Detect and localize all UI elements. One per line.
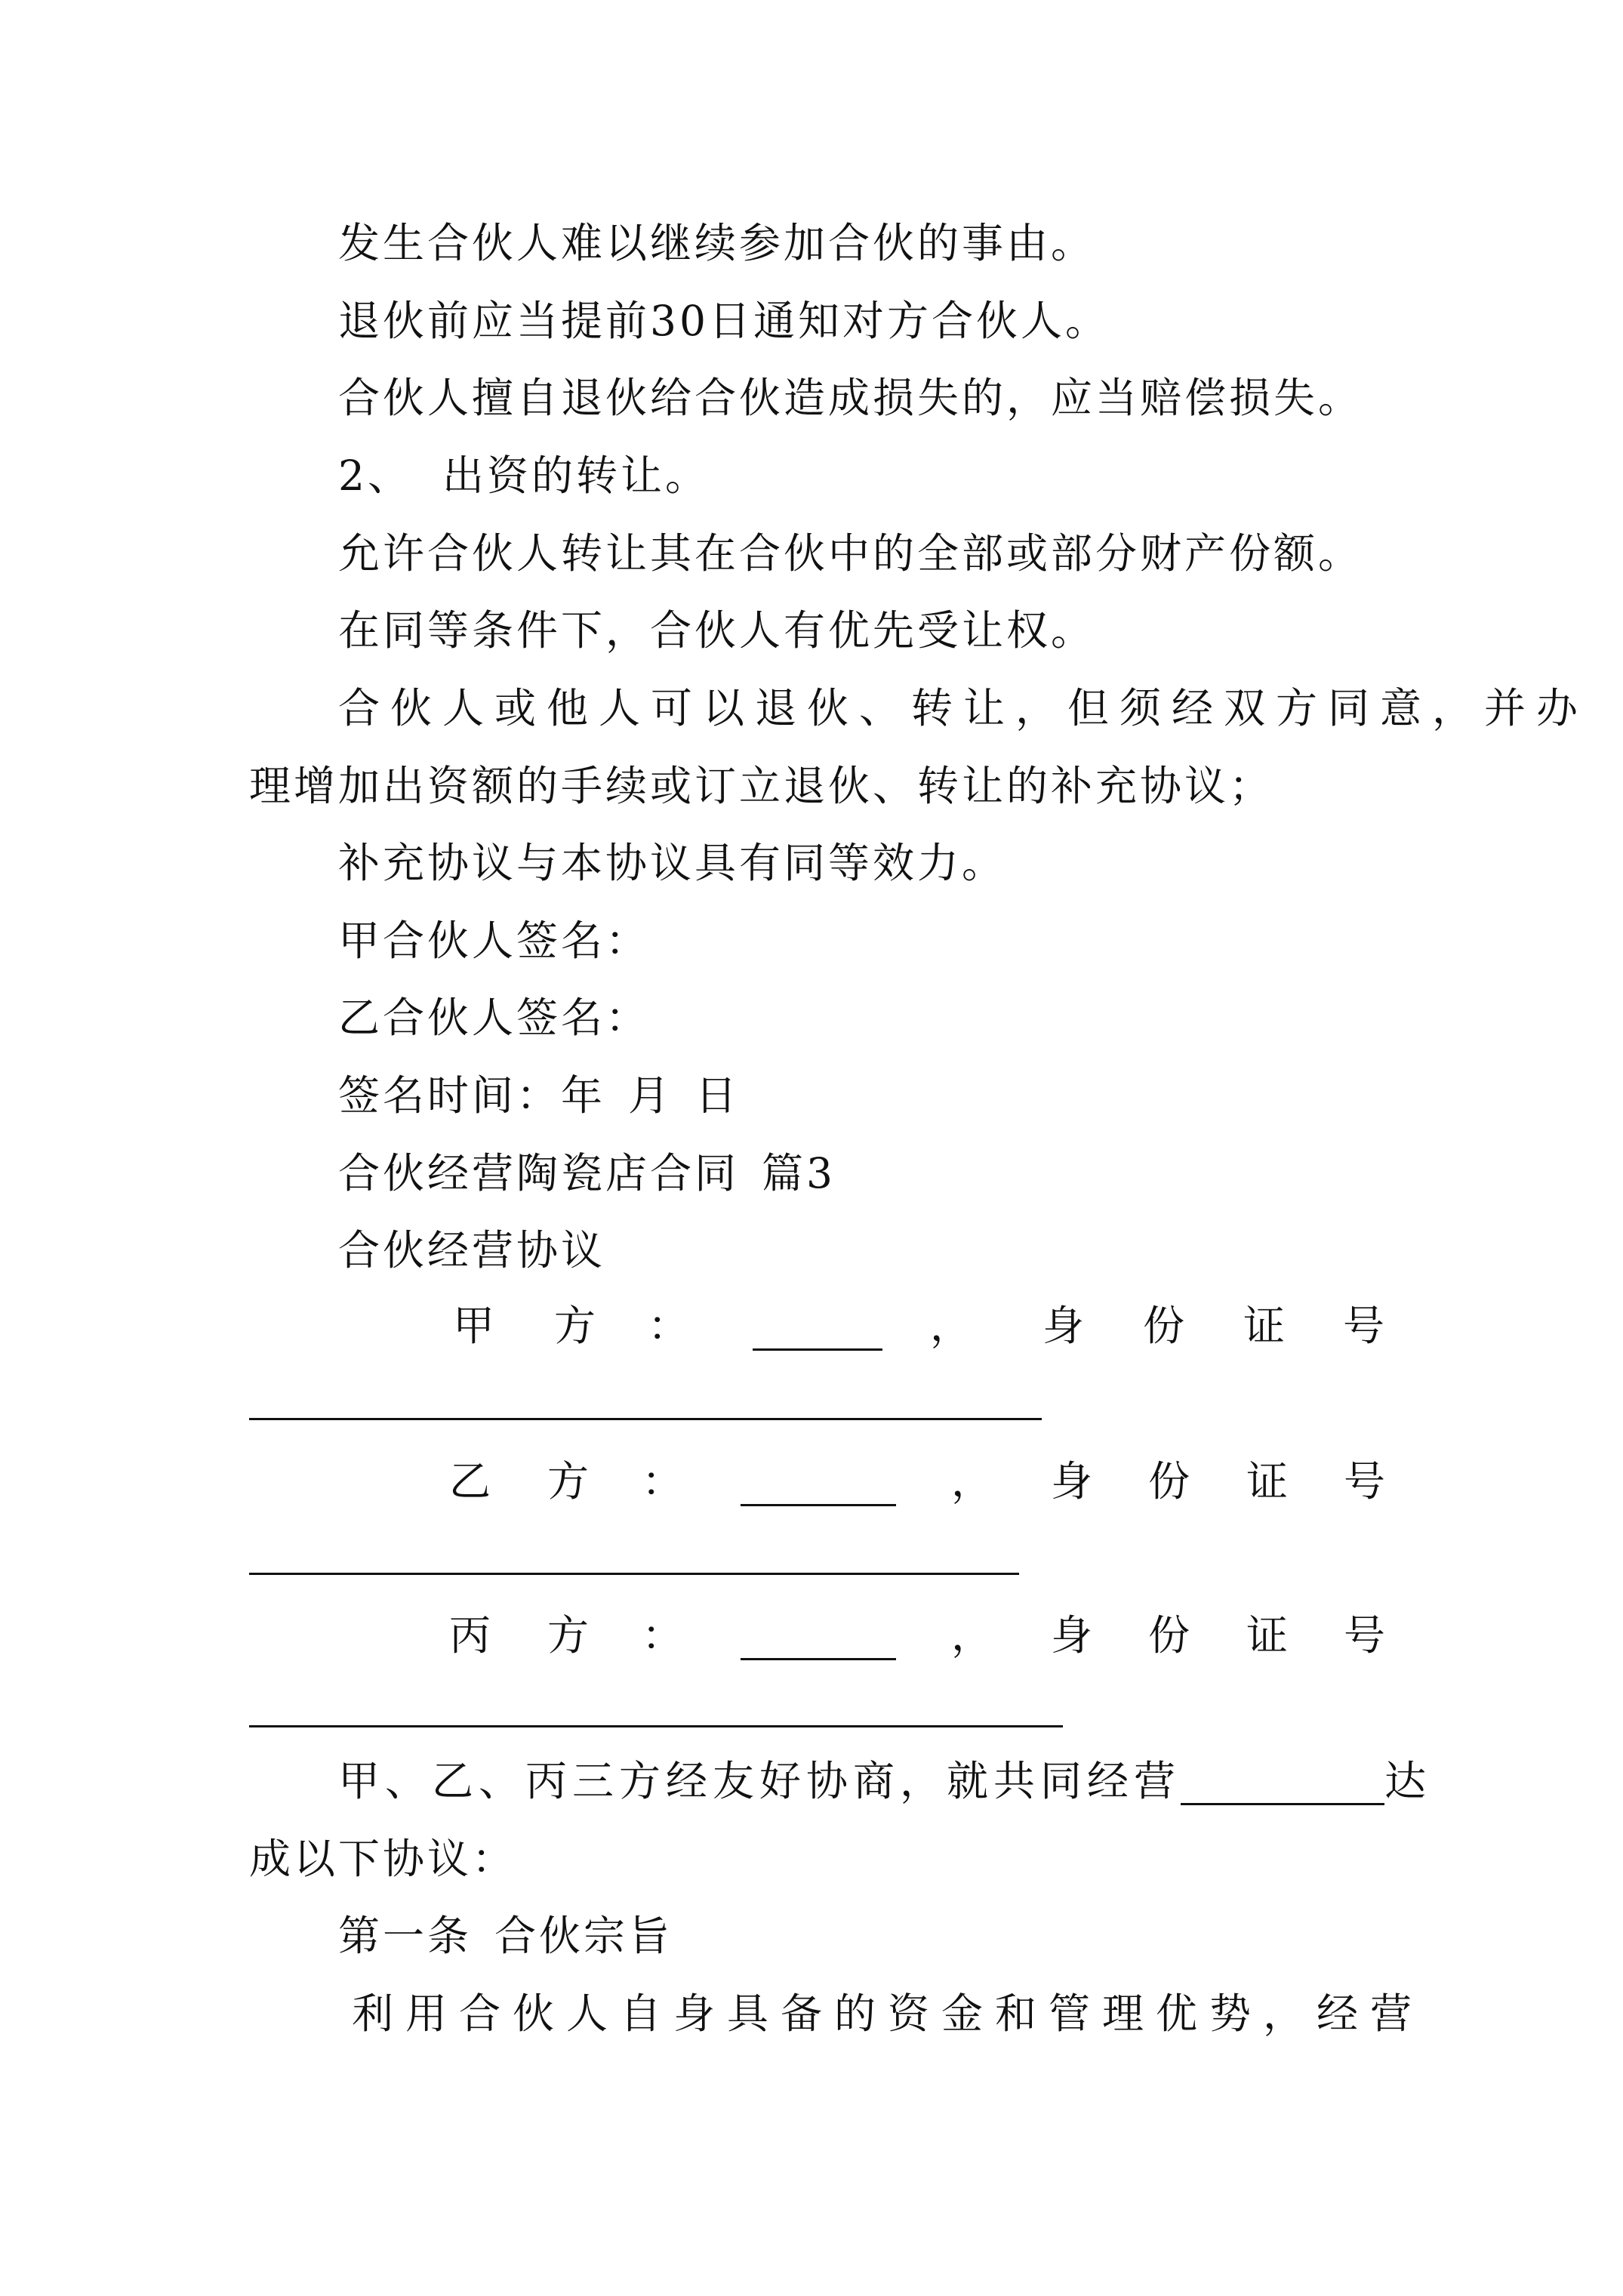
paragraph-equal-effect: 补充协议与本协议具有同等效力。 [338,839,1007,887]
party-c-colon: ： [642,1611,684,1660]
article-1-subject: 合伙宗旨 [494,1912,673,1960]
party-a-id-char3: 证 [1243,1302,1286,1350]
party-b-colon: ： [642,1457,684,1505]
article-1-heading [338,1912,673,1960]
paragraph-withdraw-reason: 发生合伙人难以继续参加合伙的事由。 [338,219,1096,267]
party-a-id-char2: 份 [1143,1302,1185,1350]
party-a-name-blank [753,1311,882,1351]
party-a-char2: 方 [554,1302,596,1350]
party-a-row [0,1302,1623,1350]
signature-date [338,1071,740,1120]
signature-date-month: 月 [628,1071,673,1120]
party-c-name-blank [741,1620,896,1660]
agreement-title: 合伙经营协议 [338,1226,606,1274]
party-b-id-char3: 证 [1246,1457,1289,1505]
party-a-colon: ： [648,1302,690,1350]
party-a-id-char1: 身 [1042,1302,1085,1350]
section-number: 2、 [338,451,412,500]
section-heading-capital-transfer [338,451,710,500]
contract-section-title [338,1149,836,1197]
agreement-intro-line1 [338,1757,1431,1805]
party-c-char1: 丙 [449,1611,491,1660]
party-b-row [0,1457,1623,1505]
party-c-char2: 方 [547,1611,590,1660]
section-title: 出资的转让。 [442,451,710,500]
contract-title: 合伙经营陶瓷店合同 [338,1149,740,1197]
article-1-text: 利用合伙人自身具备的资金和管理优势，经营 [352,1989,1424,2038]
party-c-id-char1: 身 [1051,1611,1093,1660]
paragraph-withdraw-notice: 退伙前应当提前30日通知对方合伙人。 [338,297,1110,345]
signature-date-day: 日 [695,1071,741,1120]
business-name-blank [1181,1765,1384,1805]
paragraph-preemptive-right: 在同等条件下，合伙人有优先受让权。 [338,606,1096,655]
party-c-id-char4: 号 [1344,1611,1386,1660]
party-c-id-char2: 份 [1148,1611,1190,1660]
signature-date-label: 签名时间： [338,1071,562,1120]
paragraph-consent-line2: 理增加出资额的手续或订立退伙、转让的补充协议； [249,762,1274,810]
party-a-comma: ， [930,1302,972,1350]
party-a-id-char4: 号 [1343,1302,1385,1350]
party-b-char1: 乙 [449,1457,491,1505]
agreement-intro-line2: 成以下协议： [249,1835,517,1883]
party-b-id-blank [249,1573,1019,1575]
party-b-id-char1: 身 [1051,1457,1093,1505]
contract-part: 篇3 [762,1149,836,1197]
party-a-char1: 甲 [453,1302,495,1350]
paragraph-consent-line1: 合伙人或他人可以退伙、转让，但须经双方同意，并办 [338,684,1589,732]
party-b-comma: ， [951,1457,993,1505]
article-1-number: 第一条 [338,1912,473,1960]
agreement-intro-end: 达 [1384,1757,1432,1805]
paragraph-transfer-allowed: 允许合伙人转让其在合伙中的全部或部分财产份额。 [338,529,1363,578]
party-b-char2: 方 [547,1457,590,1505]
party-b-name-blank [741,1466,896,1506]
agreement-intro-text: 甲、乙、丙三方经友好协商，就共同经营 [338,1757,1181,1805]
party-c-row [0,1611,1623,1660]
party-c-id-char3: 证 [1246,1611,1289,1660]
paragraph-withdraw-compensation: 合伙人擅自退伙给合伙造成损失的，应当赔偿损失。 [338,374,1363,422]
party-c-comma: ， [951,1611,993,1660]
signature-partner-a: 甲合伙人签名： [338,917,651,965]
party-c-id-blank [249,1725,1063,1727]
party-b-id-char2: 份 [1148,1457,1190,1505]
party-b-id-char4: 号 [1344,1457,1386,1505]
signature-date-year: 年 [561,1071,606,1120]
party-a-id-blank [249,1418,1042,1420]
signature-partner-b: 乙合伙人签名： [338,994,651,1042]
